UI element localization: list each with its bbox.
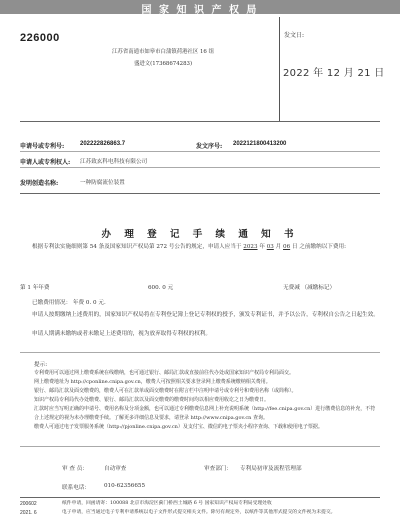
- serial-label: 发文序号:: [196, 143, 223, 150]
- tip-line: 缴费人可通过电子发票服务系统（http://pjonline.cnipa.gov.cn）及支付宝、微信的电子票夹小程序查询、下载和使用电子票据。: [34, 424, 323, 430]
- tips-heading: 提示:: [34, 362, 48, 368]
- tip-line: 汇款时应当写明正确的申请号、费用名称及分项金额，也可以通过专利缴费信息网上补充说明系统（http://fee.cnipa.gov.cn）进行缴费信息的补充，不符合上述规定的视为未办理缴费手续。了解更多详细信息及要求，请登录 http://www.cnipa.gov.cn 查询。: [34, 406, 376, 421]
- notice-paragraph: [32, 243, 382, 252]
- postcode: 226000: [20, 32, 60, 44]
- tip-line: 专利费用可以通过网上缴费系统在线缴纳，也可通过银行、邮局汇款或直接前往代办处或国家知识产权局专利局面交。: [34, 370, 295, 376]
- applicant-value: 江苏致玄科电科技有限公司: [80, 159, 148, 165]
- paragraph-text: 之前缴纳以下费用:: [299, 244, 346, 250]
- month-unit: 月: [275, 244, 282, 250]
- send-date-label: 发文日:: [284, 32, 305, 39]
- address-line: 江苏省南通市如皋市白蒲镇荷港社区 16 组: [112, 49, 214, 55]
- year-unit: 年: [259, 244, 265, 250]
- divider: [20, 193, 380, 194]
- footer-line: 电子申请，应当通过电子专利申请系统以电子文件形式提交相关文件。除另有规定外，以纸件等其他形式提交的文件视为未提交。: [62, 510, 336, 515]
- divider: [20, 151, 380, 152]
- paragraph-text: 根据专利法实施细则第 54 条及国家知识产权局第 272 号公告的规定，申请人应当于: [32, 244, 242, 250]
- tip-line: 网上缴费地址为 http://cponline.cnipa.gov.cn，缴费人可按照相关要求登录网上缴费系统缴纳相关费用。: [34, 379, 271, 385]
- divider: [20, 121, 380, 122]
- divider: [20, 352, 380, 353]
- fee-item: 第 1 年年费: [20, 285, 50, 291]
- deadline-month: 03: [266, 244, 274, 250]
- day-unit: 日: [291, 244, 298, 250]
- applicant-label: 申请人或专利权人:: [20, 159, 71, 166]
- address-divider: [279, 17, 280, 121]
- invention-title-label: 发明创造名称:: [20, 180, 59, 187]
- deadline-day: 06: [283, 244, 291, 250]
- examiner-label: 审 查 员：: [62, 466, 88, 472]
- serial-value: 2022121800413200: [233, 141, 287, 147]
- recipient-line: 盛进文(17368674283): [133, 61, 193, 67]
- divider: [20, 167, 380, 168]
- phone-value: 010-62356655: [104, 483, 146, 489]
- tip-line: 知识产权局专利局代办处缴费、银行、邮局汇款以及面交缴费的缴费时间均以相应费用收讫之日为缴费日。: [34, 397, 270, 403]
- paid-note: 已缴费用情况： 年费 0. 0 元.: [32, 300, 106, 306]
- divider: [20, 446, 380, 447]
- department-value: 专利局初审及流程管理部: [240, 466, 302, 472]
- fee-amount: 600. 0 元: [148, 285, 174, 291]
- deadline-year: 2023: [243, 244, 258, 250]
- form-code: 200602: [20, 501, 37, 507]
- body-paragraph: 申请人期满未缴纳或者未缴足上述费用的，视为放弃取得专利权的权利。: [32, 331, 212, 337]
- form-version: 2021. 6: [20, 510, 37, 516]
- phone-label: 联系电话：: [62, 485, 90, 491]
- examiner-value: 自动审查: [104, 466, 127, 472]
- fee-reduction: 无费减 （减缴标记）: [283, 285, 336, 291]
- office-name: 国 家 知 识 产 权 局: [141, 5, 259, 16]
- notice-title: 办 理 登 记 手 续 通 知 书: [101, 229, 299, 240]
- application-number-value: 202222826863.7: [80, 141, 126, 147]
- invention-title-value: 一种防腐流位装置: [80, 180, 125, 186]
- send-date-handwritten: 2022 年 12 月 21 日: [283, 68, 385, 79]
- body-paragraph: 申请人按期缴纳上述费用的，国家知识产权局将在专利登记簿上登记专利权的授予，颁发专利证书，并予以公告，专利权自公告之日起生效。: [32, 312, 379, 318]
- department-label: 审查部门：: [204, 466, 232, 472]
- footer-divider: [20, 497, 380, 498]
- application-number-label: 申请号或专利号:: [20, 143, 65, 150]
- tip-line: 银行、邮局汇款及面交缴费的，缴费人可在汇款单或面交缴费时在附言栏中注明申请号或专利号和费用名称（或简称）。: [34, 388, 297, 394]
- footer-line: 纸件申请，回函请寄：100088 北京市海淀区蓟门桥西土城路 6 号 国家知识产权局专利局受理处收: [62, 501, 272, 506]
